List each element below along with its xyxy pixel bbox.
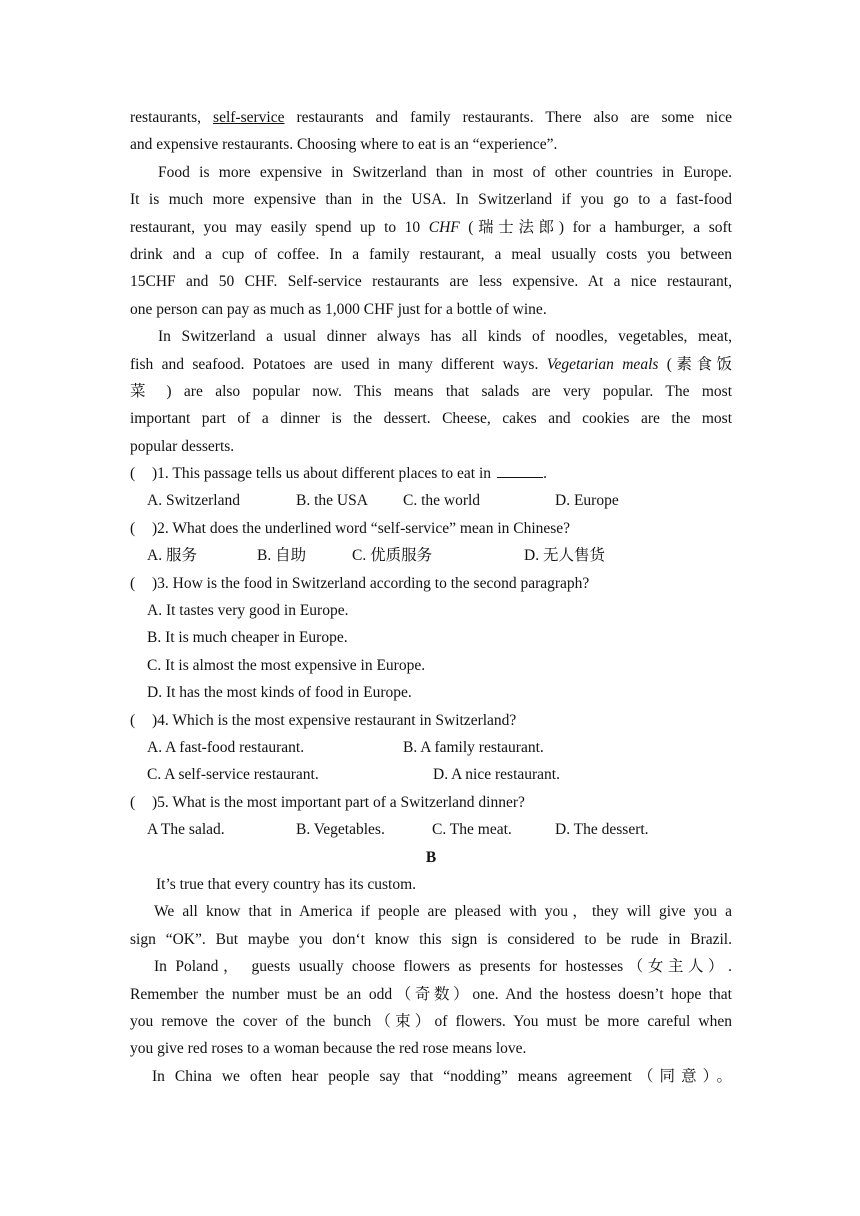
paragraph-line: and expensive restaurants. Choosing where to eat is an “experience”.: [130, 136, 558, 154]
section-heading: B: [425, 848, 437, 866]
option-b: B. It is much cheaper in Europe.: [147, 629, 348, 647]
option-b: B. A family restaurant.: [403, 738, 544, 756]
paragraph-line: one person can pay as much as 1,000 CHF just for a bottle of wine.: [130, 300, 547, 318]
question-2-stem: ( )2. What does the underlined word “self-service” mean in Chinese?: [130, 519, 571, 537]
option-b: B. the USA: [296, 492, 368, 510]
paragraph-line: 15CHF and 50 CHF. Self-service restaurants are less expensive. At a nice restaurant,: [130, 273, 732, 291]
option-d: D. It has the most kinds of food in Europe.: [147, 684, 412, 702]
option-a: A. It tastes very good in Europe.: [147, 602, 349, 620]
paragraph-line: restaurant, you may easily spend up to 10 CHF (瑞士法郎) for a hamburger, a soft: [130, 218, 732, 236]
option-c: C. The meat.: [432, 821, 512, 839]
option-c: C. the world: [403, 492, 481, 510]
paragraph-line: 菜 ) are also popular now. This means that salads are very popular. The most: [130, 382, 732, 400]
paragraph-line: We all know that in America if people are pleased with you，they will give you a: [154, 903, 732, 921]
question-5-options: [130, 816, 732, 843]
paragraph-line: sign “OK”. But maybe you don‘t know this sign is considered to be rude in Brazil.: [130, 930, 732, 948]
underlined-word-self-service: self-service: [213, 109, 285, 126]
option-b: B. Vegetables.: [296, 821, 385, 839]
document-page: [130, 104, 732, 1090]
question-4-options-row1: [130, 734, 732, 761]
question-4-stem: ( )4. Which is the most expensive restaurant in Switzerland?: [130, 711, 517, 729]
paragraph-line: In Poland， guests usually choose flowers as presents for hostesses（女主人）.: [154, 958, 732, 976]
paragraph-line: In Switzerland a usual dinner always has all kinds of noodles, vegetables, meat,: [158, 328, 732, 346]
paragraph-line: popular desserts.: [130, 437, 235, 455]
paragraph-line: It’s true that every country has its custom.: [156, 875, 416, 893]
option-d: D. The dessert.: [555, 821, 649, 839]
option-a: A. Switzerland: [147, 492, 240, 510]
question-1-stem: ( )1. This passage tells us about different places to eat in .: [130, 465, 547, 483]
paragraph-line: Remember the number must be an odd（奇数）one. And the hostess doesn’t hope that: [130, 985, 732, 1003]
question-2-options: [130, 542, 732, 569]
question-3-stem: ( )3. How is the food in Switzerland according to the second paragraph?: [130, 574, 590, 592]
paragraph-line: In China we often hear people say that “nodding” means agreement（同意）。: [152, 1067, 732, 1085]
question-1-options: [130, 487, 732, 514]
paragraph-line: It is much more expensive than in the USA. In Switzerland if you go to a fast-food: [130, 191, 732, 209]
option-a: A The salad.: [147, 821, 225, 839]
option-d: D. A nice restaurant.: [433, 766, 560, 784]
option-c: C. 优质服务: [352, 547, 433, 565]
question-5-stem: ( )5. What is the most important part of a Switzerland dinner?: [130, 793, 525, 811]
option-d: D. Europe: [555, 492, 619, 510]
option-d: D. 无人售货: [524, 547, 605, 565]
paragraph-line: important part of a dinner is the dessert. Cheese, cakes and cookies are the most: [130, 410, 732, 428]
option-c: C. It is almost the most expensive in Europe.: [147, 656, 426, 674]
option-a: A. A fast-food restaurant.: [147, 738, 305, 756]
paragraph-line: you remove the cover of the bunch（束）of flowers. You must be more careful when: [130, 1012, 732, 1030]
option-a: A. 服务: [147, 547, 197, 565]
paragraph-line: Food is more expensive in Switzerland than in most of other countries in Europe.: [158, 163, 732, 181]
paragraph-line: restaurants, self-service restaurants and family restaurants. There also are some nice: [130, 109, 732, 126]
paragraph-line: drink and a cup of coffee. In a family restaurant, a meal usually costs you between: [130, 245, 732, 263]
option-b: B. 自助: [257, 547, 307, 565]
paragraph-line: fish and seafood. Potatoes are used in many different ways. Vegetarian meals (素食饭: [130, 355, 732, 373]
question-4-options-row2: [130, 761, 732, 788]
answer-blank: [497, 463, 543, 478]
paragraph-line: you give red roses to a woman because the red rose means love.: [130, 1040, 527, 1058]
option-c: C. A self-service restaurant.: [147, 766, 319, 784]
